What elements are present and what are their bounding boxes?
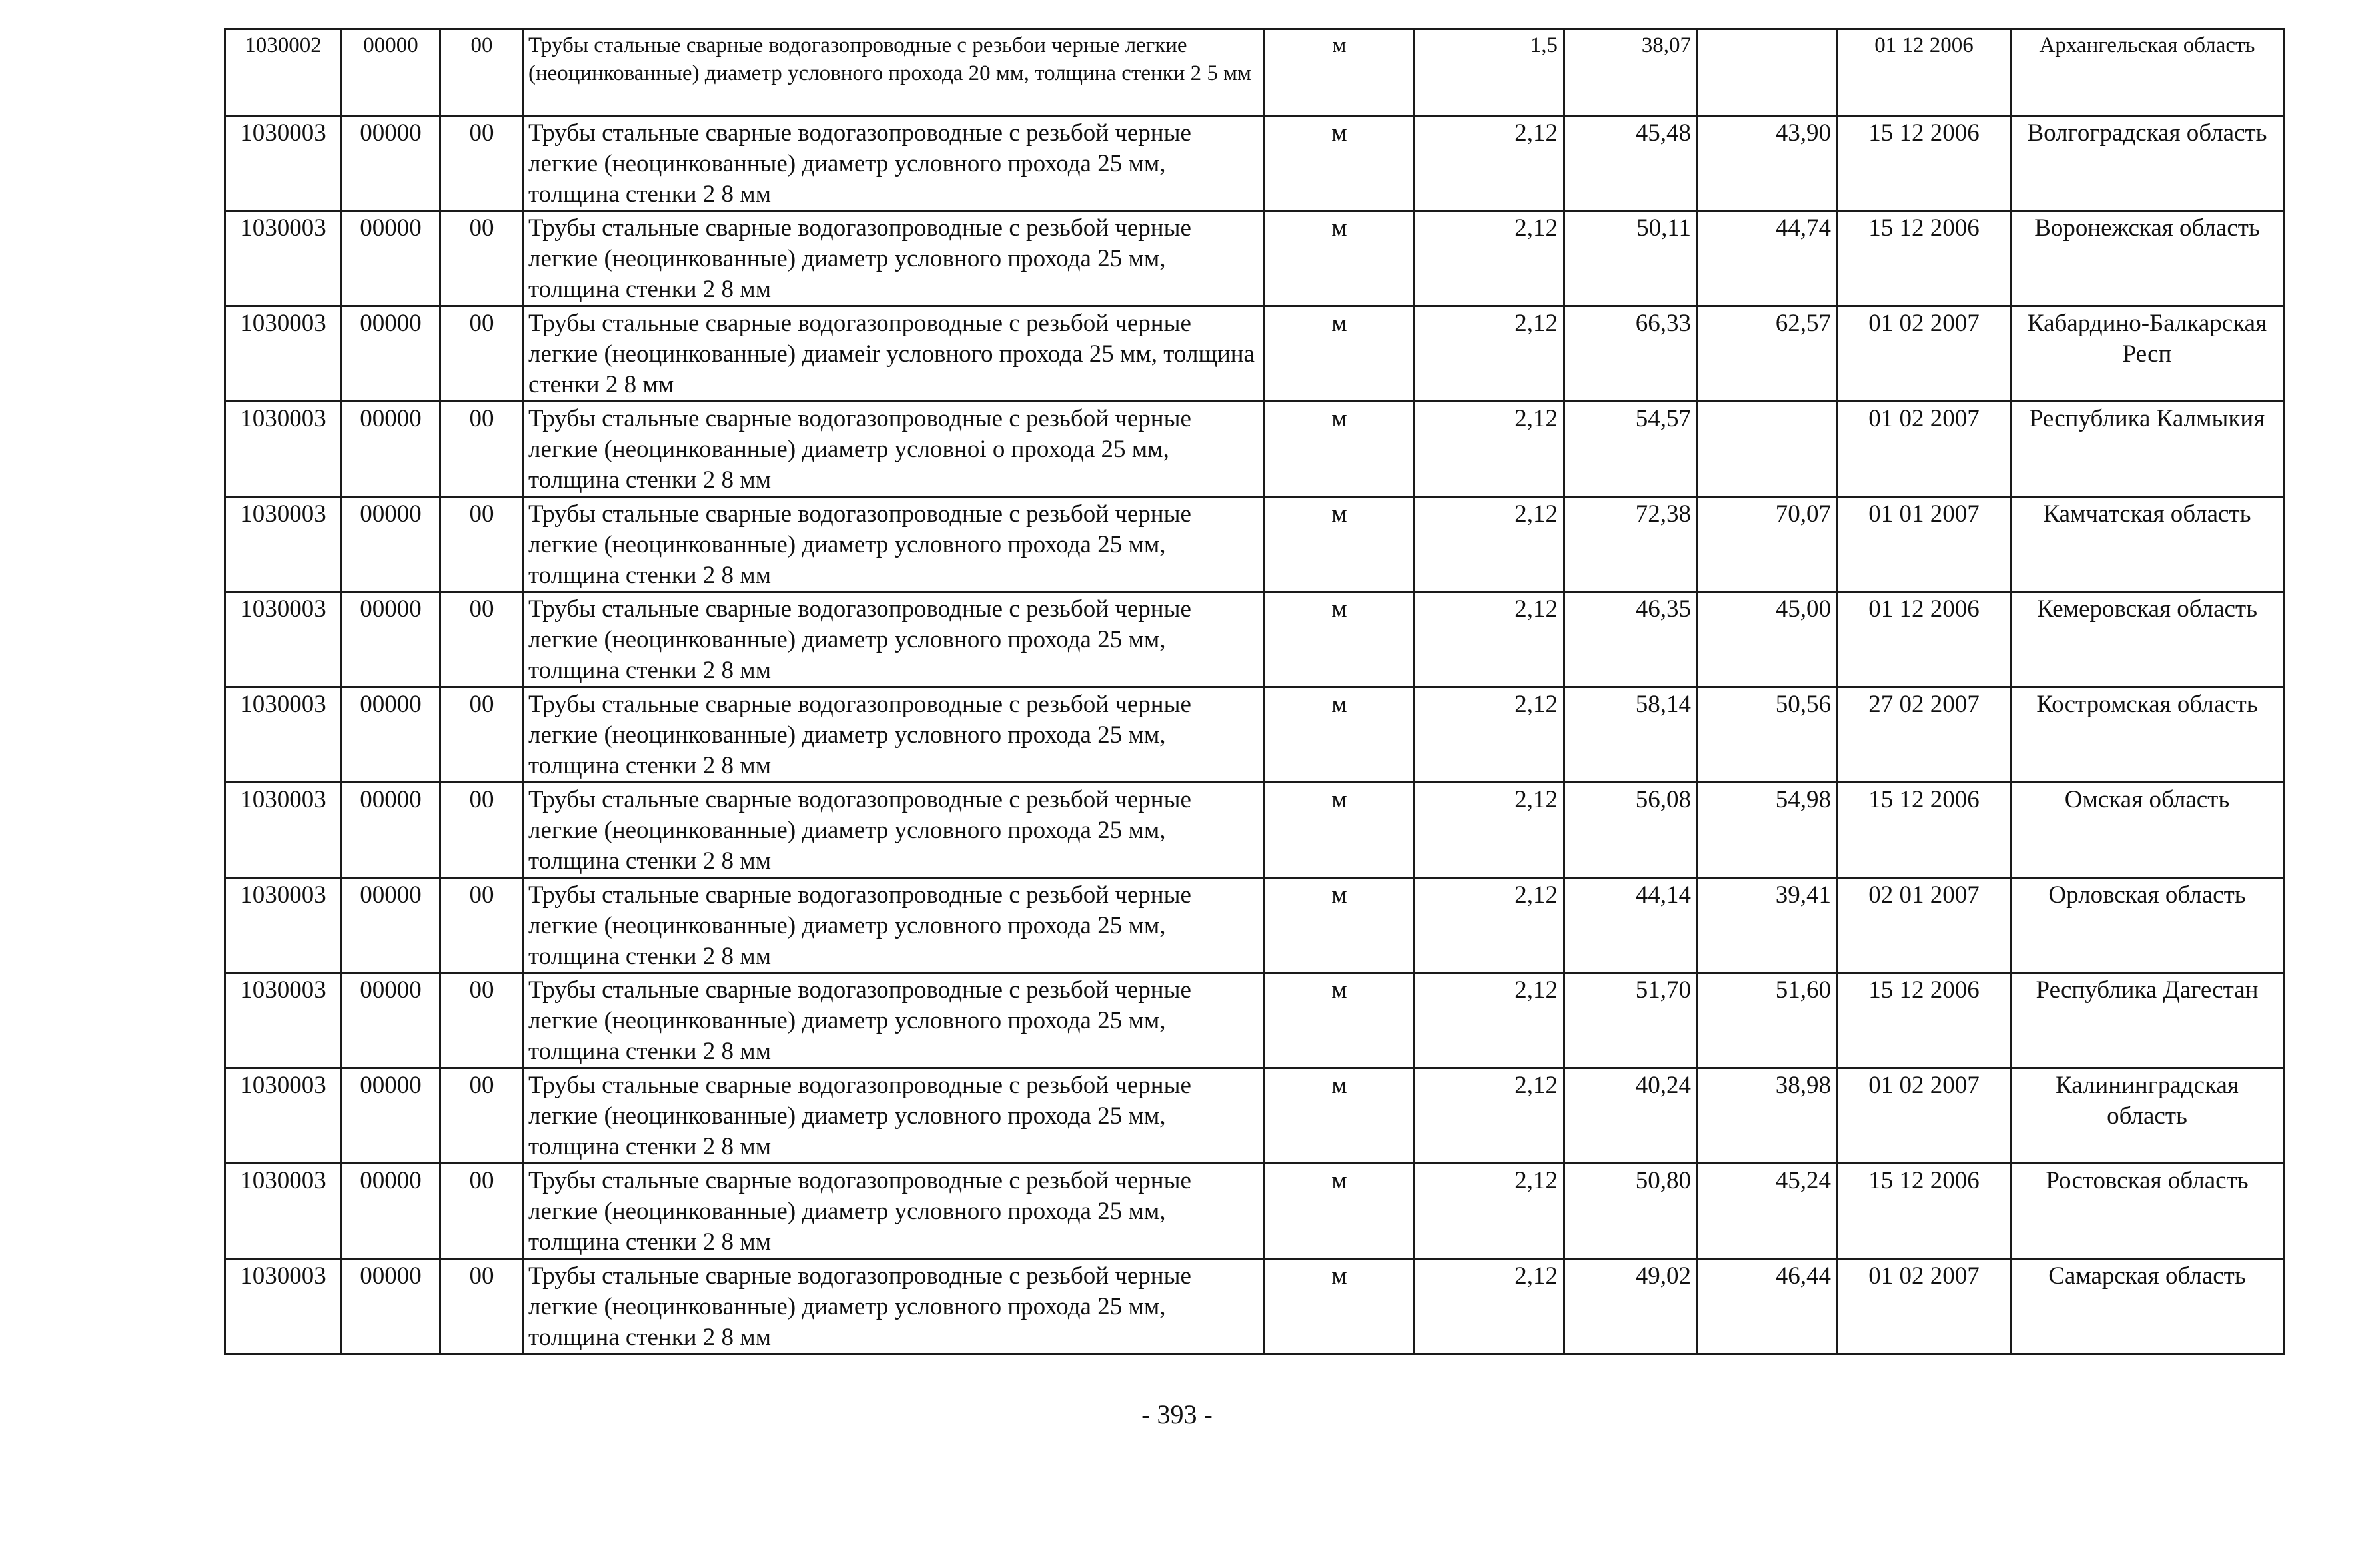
region-cell: Республика Дагестан [2011, 973, 2284, 1068]
alt-price-cell: 51,60 [1698, 973, 1838, 1068]
weight-cell: 2,12 [1415, 497, 1564, 592]
date-cell: 01 02 2007 [1838, 1259, 2011, 1354]
price-cell: 54,57 [1564, 402, 1698, 497]
description-cell: Трубы стальные сварные водогазопроводные с резьбой черные легкие (неоцинкованные) диаметр условного прохода 25 мм, толщина стенки 2 8 мм [524, 211, 1265, 306]
region-cell: Волгоградская область [2011, 116, 2284, 211]
table-row [225, 1164, 2284, 1259]
suffix-code-cell: 00 [440, 29, 524, 116]
region-cell: Кемеровская область [2011, 592, 2284, 687]
table-row [225, 687, 2284, 783]
description-cell: Трубы стальные сварные водогазопроводные с резьбой черные легкие (неоцинкованные) диаметр условного прохода 25 мм, толщина стенки 2 8 мм [524, 1068, 1265, 1164]
subcode-cell: 00000 [342, 1068, 440, 1164]
material-code-cell: 1030003 [225, 973, 342, 1068]
material-code-cell: 1030003 [225, 1259, 342, 1354]
weight-cell: 2,12 [1415, 402, 1564, 497]
subcode-cell: 00000 [342, 402, 440, 497]
date-cell: 15 12 2006 [1838, 1164, 2011, 1259]
table-row [225, 211, 2284, 306]
region-cell: Кабардино-Балкарская Респ [2011, 306, 2284, 402]
alt-price-cell: 45,00 [1698, 592, 1838, 687]
weight-cell: 2,12 [1415, 973, 1564, 1068]
unit-cell: м [1265, 687, 1415, 783]
description-cell: Трубы стальные сварные водогазопроводные с резьбой черные легкие (неоцинкованные) диаметр условного прохода 25 мм, толщина стенки 2 8 мм [524, 1164, 1265, 1259]
alt-price-cell: 62,57 [1698, 306, 1838, 402]
date-cell: 01 02 2007 [1838, 1068, 2011, 1164]
subcode-cell: 00000 [342, 687, 440, 783]
table-row [225, 592, 2284, 687]
weight-cell: 2,12 [1415, 687, 1564, 783]
unit-cell: м [1265, 1164, 1415, 1259]
region-cell: Калининградская область [2011, 1068, 2284, 1164]
table-row [225, 497, 2284, 592]
weight-cell: 2,12 [1415, 1068, 1564, 1164]
suffix-code-cell: 00 [440, 783, 524, 878]
suffix-code-cell: 00 [440, 497, 524, 592]
material-code-cell: 1030003 [225, 211, 342, 306]
date-cell: 15 12 2006 [1838, 116, 2011, 211]
suffix-code-cell: 00 [440, 878, 524, 973]
price-cell: 38,07 [1564, 29, 1698, 116]
weight-cell: 2,12 [1415, 592, 1564, 687]
unit-cell: м [1265, 306, 1415, 402]
suffix-code-cell: 00 [440, 592, 524, 687]
alt-price-cell: 45,24 [1698, 1164, 1838, 1259]
description-cell: Трубы стальные сварные водогазопроводные с резьбой черные легкие (неоцинкованные) диаметр условного прохода 25 мм, толщина стенки 2 8 мм [524, 592, 1265, 687]
description-cell: Трубы стальные сварные водогазопроводные с резьбой черные легкие (неоцинкованные) диаметр условного прохода 25 мм, толщина стенки 2 8 мм [524, 497, 1265, 592]
region-cell: Камчатская область [2011, 497, 2284, 592]
unit-cell: м [1265, 592, 1415, 687]
price-cell: 66,33 [1564, 306, 1698, 402]
subcode-cell: 00000 [342, 116, 440, 211]
subcode-cell: 00000 [342, 1164, 440, 1259]
date-cell: 01 12 2006 [1838, 29, 2011, 116]
region-cell: Омская область [2011, 783, 2284, 878]
date-cell: 15 12 2006 [1838, 211, 2011, 306]
suffix-code-cell: 00 [440, 687, 524, 783]
alt-price-cell: 50,56 [1698, 687, 1838, 783]
region-cell: Воронежская область [2011, 211, 2284, 306]
price-cell: 40,24 [1564, 1068, 1698, 1164]
material-code-cell: 1030003 [225, 306, 342, 402]
date-cell: 01 01 2007 [1838, 497, 2011, 592]
subcode-cell: 00000 [342, 211, 440, 306]
subcode-cell: 00000 [342, 592, 440, 687]
description-cell: Трубы стальные сварные водогазопроводные с резьбой черные легкие (неоцинкованные) диаметр условного прохода 25 мм, толщина стенки 2 8 мм [524, 878, 1265, 973]
alt-price-cell: 54,98 [1698, 783, 1838, 878]
subcode-cell: 00000 [342, 29, 440, 116]
price-cell: 56,08 [1564, 783, 1698, 878]
date-cell: 27 02 2007 [1838, 687, 2011, 783]
unit-cell: м [1265, 1259, 1415, 1354]
region-cell: Орловская область [2011, 878, 2284, 973]
material-code-cell: 1030003 [225, 592, 342, 687]
subcode-cell: 00000 [342, 878, 440, 973]
material-code-cell: 1030003 [225, 687, 342, 783]
price-cell: 50,80 [1564, 1164, 1698, 1259]
table-row [225, 1068, 2284, 1164]
region-cell: Архангельская область [2011, 29, 2284, 116]
date-cell: 15 12 2006 [1838, 973, 2011, 1068]
price-cell: 49,02 [1564, 1259, 1698, 1354]
subcode-cell: 00000 [342, 306, 440, 402]
unit-cell: м [1265, 973, 1415, 1068]
unit-cell: м [1265, 402, 1415, 497]
weight-cell: 2,12 [1415, 116, 1564, 211]
price-cell: 51,70 [1564, 973, 1698, 1068]
region-cell: Республика Калмыкия [2011, 402, 2284, 497]
weight-cell: 2,12 [1415, 211, 1564, 306]
alt-price-cell: 43,90 [1698, 116, 1838, 211]
weight-cell: 1,5 [1415, 29, 1564, 116]
material-code-cell: 1030002 [225, 29, 342, 116]
suffix-code-cell: 00 [440, 973, 524, 1068]
unit-cell: м [1265, 1068, 1415, 1164]
unit-cell: м [1265, 29, 1415, 116]
material-code-cell: 1030003 [225, 878, 342, 973]
table-row [225, 402, 2284, 497]
alt-price-cell: 38,98 [1698, 1068, 1838, 1164]
suffix-code-cell: 00 [440, 402, 524, 497]
date-cell: 01 02 2007 [1838, 306, 2011, 402]
description-cell: Трубы стальные сварные водогазопроводные с резьбой черные легкие (неоцинкованные) диаметр условноi о прохода 25 мм, толщина стенки 2 8 мм [524, 402, 1265, 497]
region-cell: Самарская область [2011, 1259, 2284, 1354]
alt-price-cell [1698, 402, 1838, 497]
weight-cell: 2,12 [1415, 878, 1564, 973]
date-cell: 01 02 2007 [1838, 402, 2011, 497]
price-cell: 72,38 [1564, 497, 1698, 592]
unit-cell: м [1265, 116, 1415, 211]
suffix-code-cell: 00 [440, 306, 524, 402]
unit-cell: м [1265, 878, 1415, 973]
material-code-cell: 1030003 [225, 1068, 342, 1164]
alt-price-cell: 46,44 [1698, 1259, 1838, 1354]
description-cell: Трубы стальные сварные водогазопроводные с резьбой черные легкие (неоцинкованные) диамеir условного прохода 25 мм, толщина стенки 2 8 мм [524, 306, 1265, 402]
weight-cell: 2,12 [1415, 1259, 1564, 1354]
unit-cell: м [1265, 783, 1415, 878]
suffix-code-cell: 00 [440, 1164, 524, 1259]
price-cell: 58,14 [1564, 687, 1698, 783]
price-cell: 46,35 [1564, 592, 1698, 687]
weight-cell: 2,12 [1415, 783, 1564, 878]
material-code-cell: 1030003 [225, 116, 342, 211]
date-cell: 15 12 2006 [1838, 783, 2011, 878]
description-cell: Трубы стальные сварные водогазопроводные с резьбой черные легкие (неоцинкованные) диаметр условного прохода 25 мм, толщина стенки 2 8 мм [524, 783, 1265, 878]
price-cell: 44,14 [1564, 878, 1698, 973]
region-cell: Костромская область [2011, 687, 2284, 783]
suffix-code-cell: 00 [440, 211, 524, 306]
subcode-cell: 00000 [342, 497, 440, 592]
description-cell: Трубы стальные сварные водогазопроводные с резьбой черные легкие (неоцинкованные) диаметр условного прохода 25 мм, толщина стенки 2 8 мм [524, 116, 1265, 211]
date-cell: 02 01 2007 [1838, 878, 2011, 973]
material-code-cell: 1030003 [225, 1164, 342, 1259]
table-row [225, 1259, 2284, 1354]
unit-cell: м [1265, 211, 1415, 306]
description-cell: Трубы стальные сварные водогазопроводные с резьбой черные легкие (неоцинкованные) диаметр условного прохода 25 мм, толщина стенки 2 8 мм [524, 1259, 1265, 1354]
price-cell: 50,11 [1564, 211, 1698, 306]
table-row [225, 29, 2284, 116]
alt-price-cell: 44,74 [1698, 211, 1838, 306]
unit-cell: м [1265, 497, 1415, 592]
alt-price-cell: 39,41 [1698, 878, 1838, 973]
suffix-code-cell: 00 [440, 1068, 524, 1164]
suffix-code-cell: 00 [440, 1259, 524, 1354]
material-code-cell: 1030003 [225, 497, 342, 592]
price-table [224, 28, 2285, 1355]
table-row [225, 973, 2284, 1068]
table-row [225, 783, 2284, 878]
subcode-cell: 00000 [342, 1259, 440, 1354]
subcode-cell: 00000 [342, 973, 440, 1068]
suffix-code-cell: 00 [440, 116, 524, 211]
table-row [225, 116, 2284, 211]
region-cell: Ростовская область [2011, 1164, 2284, 1259]
alt-price-cell [1698, 29, 1838, 116]
alt-price-cell: 70,07 [1698, 497, 1838, 592]
price-cell: 45,48 [1564, 116, 1698, 211]
table-body [225, 29, 2284, 1354]
description-cell: Трубы стальные сварные водогазопроводные с резьбой черные легкие (неоцинкованные) диаметр условного прохода 25 мм, толщина стенки 2 8 мм [524, 687, 1265, 783]
table-row [225, 306, 2284, 402]
description-cell: Трубы стальные сварные водогазопроводные с резьбой черные легкие (неоцинкованные) диаметр условного прохода 25 мм, толщина стенки 2 8 мм [524, 973, 1265, 1068]
page-number: - 393 - [1141, 1399, 1213, 1429]
date-cell: 01 12 2006 [1838, 592, 2011, 687]
table-row [225, 878, 2284, 973]
weight-cell: 2,12 [1415, 306, 1564, 402]
weight-cell: 2,12 [1415, 1164, 1564, 1259]
material-code-cell: 1030003 [225, 783, 342, 878]
description-cell: Трубы стальные сварные водогазопроводные с резьбои черные легкие (неоцинкованные) диаметр условного прохода 20 мм, толщина стенки 2 5 мм [524, 29, 1265, 116]
subcode-cell: 00000 [342, 783, 440, 878]
material-code-cell: 1030003 [225, 402, 342, 497]
